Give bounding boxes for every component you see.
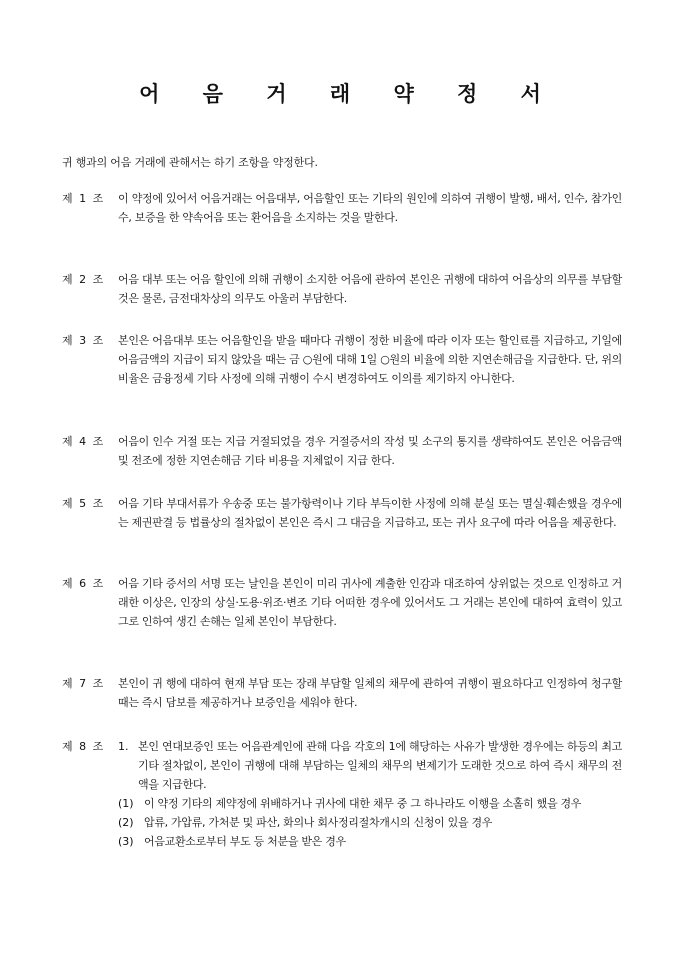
article-7 (62, 674, 622, 712)
subitem-marker: (1) (118, 797, 134, 810)
article-number: 제 5 조 (62, 497, 104, 510)
article-text: 어음이 인수 거절 또는 지급 거절되었을 경우 거절증서의 작성 및 소구의 통지를 생략하여도 본인은 어음금액 및 전조에 정한 지연손해금 기타 비용을 지체없이 지급 한다. (118, 435, 622, 467)
article-8 (62, 737, 622, 851)
article-2 (62, 270, 622, 308)
article-5 (62, 494, 622, 532)
article-number: 제 6 조 (62, 577, 104, 590)
article-4 (62, 432, 622, 470)
article-number: 제 2 조 (62, 273, 104, 286)
article-6 (62, 574, 622, 631)
intro-paragraph: 귀 행과의 어음 거래에 관해서는 하기 조항을 약정한다. (62, 156, 318, 169)
article-text: 어음 대부 또는 어음 할인에 의해 귀행이 소지한 어음에 관하여 본인은 귀행에 대하여 어음상의 의무를 부담할 것은 물론, 금전대차상의 의무도 아울러 부담한다. (118, 273, 622, 305)
article-number: 제 4 조 (62, 435, 104, 448)
article-number: 제 8 조 (62, 740, 104, 753)
article8-subitem-3 (118, 832, 622, 851)
article-1 (62, 189, 622, 227)
article-3 (62, 331, 622, 388)
subitem-marker: (2) (118, 816, 134, 829)
article8-subitem-2 (118, 813, 622, 832)
article-text: 본인은 어음대부 또는 어음할인을 받을 때마다 귀행이 정한 비율에 따라 이자 또는 할인료를 지급하고, 기일에 어음금액의 지급이 되지 않았을 때는 금 ○원에 대해 1일 ○원의 비율에 의한 지연손해금을 지급한다. 단, 위의 비율은 금융정세 기타 사정에 의해 귀행이 수시 변경하여도 이의를 제기하지 아니한다. (118, 334, 623, 385)
subitem-text: 압류, 가압류, 가처분 및 파산, 화의나 회사정리절차개시의 신청이 있을 경우 (144, 816, 493, 829)
subitem-text: 어음교환소로부터 부도 등 처분을 받은 경우 (144, 835, 346, 848)
article-number: 제 3 조 (62, 334, 104, 347)
article-text: 이 약정에 있어서 어음거래는 어음대부, 어음할인 또는 기타의 원인에 의하여 귀행이 발행, 배서, 인수, 참가인수, 보증을 한 약속어음 또는 환어음을 소지하는 것을 말한다. (118, 192, 622, 224)
article8-item-1 (118, 737, 622, 794)
subitem-text: 이 약정 기타의 제약정에 위배하거나 귀사에 대한 채무 중 그 하나라도 이행을 소홀히 했을 경우 (144, 797, 582, 810)
document-title: 어 음 거 래 약 정 서 (139, 81, 559, 106)
article8-subitem-1 (118, 794, 622, 813)
item-text: 본인 연대보증인 또는 어음관계인에 관해 다음 각호의 1에 해당하는 사유가 발생한 경우에는 하등의 최고 기타 절차없이, 본인이 귀행에 대해 부담하는 일체의 채무의 변제기가 도래한 것으로 하여 즉시 채무의 전액을 지급한다. (138, 740, 622, 791)
article-text: 어음 기타 증서의 서명 또는 날인을 본인이 미리 귀사에 계출한 인감과 대조하여 상위없는 것으로 인정하고 거래한 이상은, 인장의 상실·도용·위조·변조 기타 어떠한 경우에 있어서도 그 거래는 본인에 대하여 효력이 있고 그로 인하여 생긴 손해는 일체 본인이 부담한다. (118, 577, 622, 628)
article-number: 제 1 조 (62, 192, 104, 205)
subitem-marker: (3) (118, 835, 134, 848)
item-marker: 1. (118, 740, 129, 753)
article-text: 어음 기타 부대서류가 우송중 또는 불가항력이나 기타 부득이한 사정에 의해 분실 또는 멸실·훼손했을 경우에는 제권판결 등 법률상의 절차없이 본인은 즉시 그 대금을 지급하고, 또는 귀사 요구에 따라 어음을 제공한다. (118, 497, 622, 529)
article-number: 제 7 조 (62, 677, 104, 690)
article-text: 본인이 귀 행에 대하여 현재 부담 또는 장래 부담할 일체의 채무에 관하여 귀행이 필요하다고 인정하여 청구할 때는 즉시 담보를 제공하거나 보증인을 세워야 한다. (118, 677, 622, 709)
